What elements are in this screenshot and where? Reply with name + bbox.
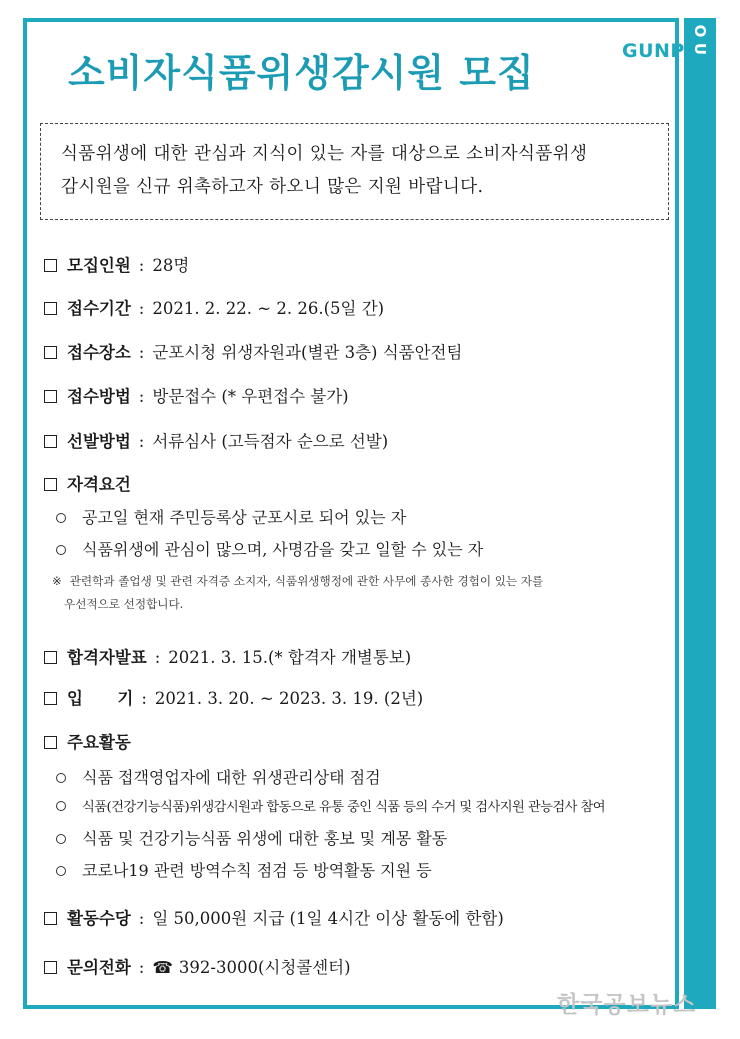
item-value: 군포시청 위생자원과(별관 3층) 식품안전팀	[152, 343, 463, 362]
checkbox-square-icon	[44, 346, 57, 359]
item-value: 2021. 2. 22. ~ 2. 26.(5일 간)	[152, 299, 385, 318]
item-value: 방문접수 (* 우편접수 불가)	[152, 387, 349, 406]
item-label: 합격자발표	[67, 648, 147, 667]
item-label: 주요활동	[67, 733, 131, 752]
checkbox-square-icon	[44, 390, 57, 403]
list-item-text: 식품 및 건강기능식품 위생에 대한 홍보 및 계몽 활동	[82, 829, 448, 848]
item-value: 일 50,000원 지급 (1일 4시간 이상 활동에 한함)	[152, 909, 504, 928]
item-activities	[44, 729, 131, 753]
list-item	[56, 796, 605, 815]
circle-bullet-icon	[56, 513, 66, 523]
item-method: 접수방법 : 방문접수 (* 우편접수 불가)	[44, 383, 349, 407]
list-item-text: 코로나19 관련 방역수칙 점검 등 방역활동 지원 등	[82, 861, 432, 880]
checkbox-square-icon	[44, 961, 57, 974]
circle-bullet-icon	[56, 866, 66, 876]
you-logo	[688, 22, 712, 58]
item-value: 2021. 3. 15.(* 합격자 개별통보)	[168, 648, 412, 667]
checkbox-square-icon	[44, 736, 57, 749]
note-mark: ※	[52, 574, 62, 588]
item-label: 문의전화	[67, 958, 131, 977]
item-place: 접수장소 : 군포시청 위생자원과(별관 3층) 식품안전팀	[44, 339, 462, 363]
list-item	[56, 826, 447, 849]
page-title: 소비자식품위생감시원 모집	[68, 51, 535, 95]
item-label: 접수방법	[67, 387, 131, 406]
circle-bullet-icon	[56, 773, 66, 783]
item-term: 입 기 : 2021. 3. 20. ~ 2023. 3. 19. (2년)	[44, 685, 423, 709]
intro-line-2: 감시원을 신규 위촉하고자 하오니 많은 지원 바랍니다.	[61, 177, 484, 197]
item-announce: 합격자발표 : 2021. 3. 15.(* 합격자 개별통보)	[44, 644, 411, 668]
checkbox-square-icon	[44, 912, 57, 925]
item-label: 선발방법	[67, 432, 131, 451]
list-item-text: 식품 접객영업자에 대한 위생관리상태 점검	[82, 768, 381, 787]
item-label: 자격요건	[67, 475, 131, 494]
checkbox-square-icon	[44, 302, 57, 315]
watermark: 한국공보뉴스	[557, 992, 697, 1018]
checkbox-square-icon	[44, 692, 57, 705]
intro-line-1: 식품위생에 대한 관심과 지식이 있는 자를 대상으로 소비자식품위생	[61, 144, 588, 164]
list-item	[56, 765, 381, 788]
circle-bullet-icon	[56, 545, 66, 555]
list-item-text: 식품(건강기능식품)위생감시원과 합동으로 유통 중인 식품 등의 수거 및 검사지원 관능검사 참여	[82, 800, 605, 815]
phone-icon: ☎	[152, 958, 173, 977]
item-label: 입 기	[67, 689, 134, 708]
checkbox-square-icon	[44, 478, 57, 491]
circle-bullet-icon	[56, 801, 66, 811]
qualification-note	[52, 570, 682, 616]
list-item	[56, 505, 406, 528]
note-line-1: 관련학과 졸업생 및 관련 자격증 소지자, 식품위생행정에 관한 사무에 종사한 경험이 있는 자를	[69, 574, 544, 588]
item-label: 접수기간	[67, 299, 131, 318]
list-item-text: 공고일 현재 주민등록상 군포시로 되어 있는 자	[82, 508, 407, 527]
list-item-text: 식품위생에 관심이 많으며, 사명감을 갖고 일할 수 있는 자	[82, 540, 484, 559]
note-line-2: 우선적으로 선정합니다.	[64, 597, 184, 611]
you-letter-o: O	[691, 24, 709, 38]
gunpo-logo: GUNP	[622, 40, 685, 62]
circle-bullet-icon	[56, 834, 66, 844]
item-value: 서류심사 (고득점자 순으로 선발)	[152, 432, 389, 451]
list-item	[56, 537, 483, 560]
list-item	[56, 858, 432, 881]
item-selection: 선발방법 : 서류심사 (고득점자 순으로 선발)	[44, 428, 388, 452]
checkbox-square-icon	[44, 435, 57, 448]
item-label: 접수장소	[67, 343, 131, 362]
brand-stripe	[684, 18, 716, 1009]
item-qualification	[44, 471, 131, 495]
item-label: 활동수당	[67, 909, 131, 928]
item-recruit-count: 모집인원 : 28명	[44, 252, 189, 276]
item-value: 2021. 3. 20. ~ 2023. 3. 19. (2년)	[154, 689, 424, 708]
checkbox-square-icon	[44, 651, 57, 664]
item-value: 392-3000(시청콜센터)	[178, 958, 351, 977]
item-label: 모집인원	[67, 256, 131, 275]
intro-box	[40, 123, 669, 220]
you-letter-u: U	[691, 42, 709, 56]
item-period: 접수기간 : 2021. 2. 22. ~ 2. 26.(5일 간)	[44, 295, 384, 319]
item-contact: 문의전화 : ☎ 392-3000(시청콜센터)	[44, 954, 351, 978]
item-value: 28명	[152, 256, 190, 275]
checkbox-square-icon	[44, 259, 57, 272]
item-allowance: 활동수당 : 일 50,000원 지급 (1일 4시간 이상 활동에 한함)	[44, 905, 504, 929]
